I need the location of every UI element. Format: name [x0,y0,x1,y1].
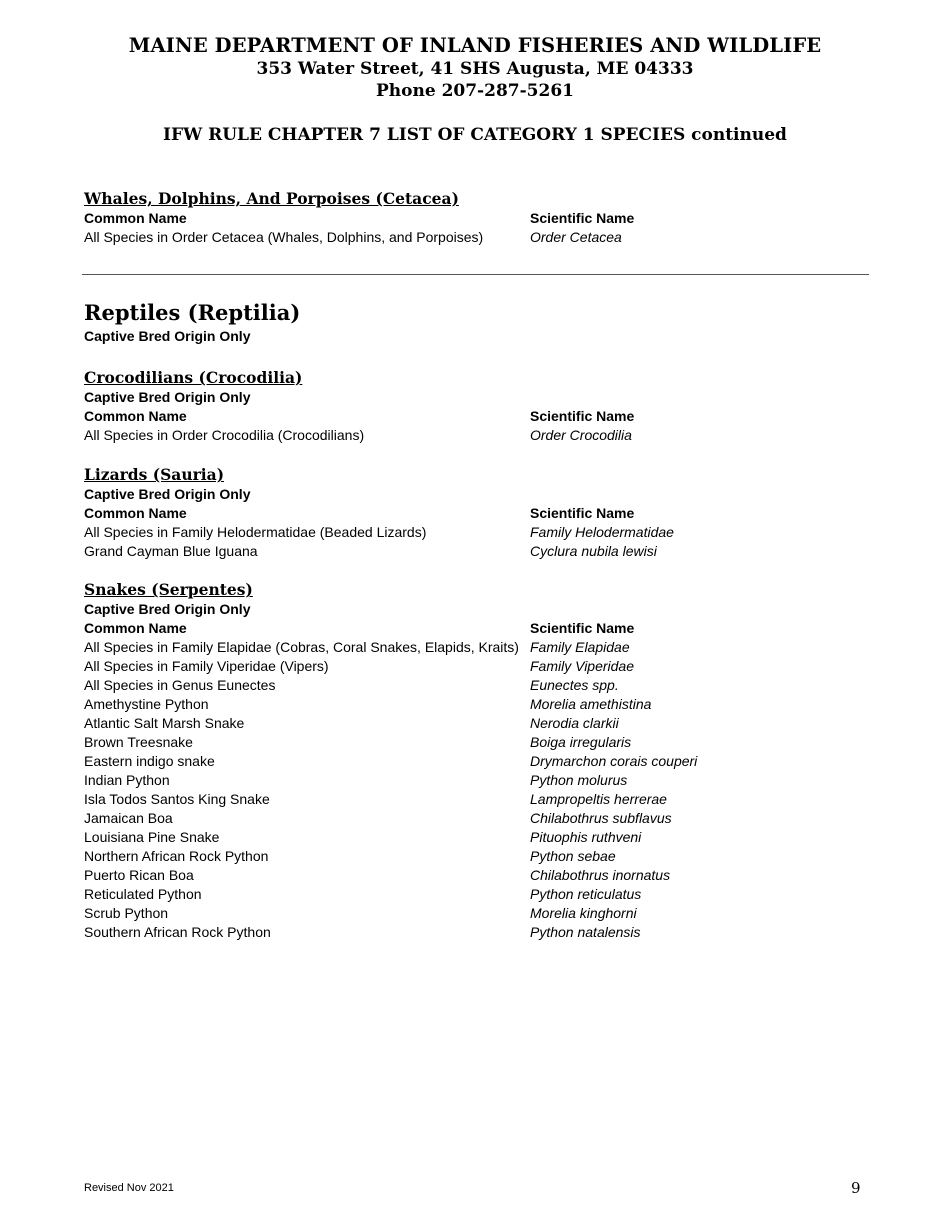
scientific-name: Eunectes spp. [530,677,619,693]
common-name: Eastern indigo snake [84,753,215,769]
scientific-name-header: Scientific Name [530,505,635,521]
crocodilia-note: Captive Bred Origin Only [84,389,251,405]
cetacea-section [84,189,884,247]
scientific-name: Python molurus [530,772,628,788]
section-divider [82,274,869,275]
species-row [84,885,884,904]
scientific-name: Morelia amethistina [530,696,652,712]
scientific-name-header: Scientific Name [530,210,635,226]
org-name: MAINE DEPARTMENT OF INLAND FISHERIES AND WILDLIFE [128,34,822,57]
species-row [84,676,884,695]
crocodilia-section [84,368,884,445]
crocodilia-title: Crocodilians (Crocodilia) [84,368,303,387]
document-subtitle: IFW RULE CHAPTER 7 LIST OF CATEGORY 1 SPECIES continued [163,125,787,145]
species-row [84,904,884,923]
common-name: All Species in Order Cetacea (Whales, Dolphins, and Porpoises) [84,229,484,245]
common-name: Indian Python [84,772,170,788]
common-name: Atlantic Salt Marsh Snake [84,715,245,731]
scientific-name: Family Viperidae [530,658,635,674]
common-name: Southern African Rock Python [84,924,271,940]
species-row [84,228,884,247]
scientific-name: Cyclura nubila lewisi [530,543,657,559]
scientific-name: Lampropeltis herrerae [530,791,667,807]
column-header-row [84,209,884,228]
scientific-name: Drymarchon corais couperi [530,753,698,769]
column-header-row [84,619,884,638]
common-name: Grand Cayman Blue Iguana [84,543,258,559]
common-name: All Species in Family Viperidae (Vipers) [84,658,329,674]
species-row [84,733,884,752]
org-address: 353 Water Street, 41 SHS Augusta, ME 04333 [256,59,694,79]
scientific-name: Order Cetacea [530,229,622,245]
sauria-section [84,465,884,561]
common-name: Northern African Rock Python [84,848,269,864]
org-phone: Phone 207-287-5261 [376,81,574,101]
sauria-note: Captive Bred Origin Only [84,486,251,502]
species-row [84,426,884,445]
common-name: All Species in Family Elapidae (Cobras, Coral Snakes, Elapids, Kraits) [84,639,519,655]
species-row [84,866,884,885]
column-header-row [84,407,884,426]
common-name-header: Common Name [84,620,187,636]
common-name: All Species in Family Helodermatidae (Beaded Lizards) [84,524,427,540]
species-row [84,809,884,828]
page-number: 9 [851,1179,861,1197]
species-row [84,771,884,790]
species-row [84,638,884,657]
reptiles-section [84,299,884,346]
species-row [84,828,884,847]
serpentes-section [84,580,884,942]
document-header [0,34,950,102]
reptiles-note: Captive Bred Origin Only [84,328,251,344]
common-name: Amethystine Python [84,696,209,712]
scientific-name: Morelia kinghorni [530,905,637,921]
common-name: All Species in Genus Eunectes [84,677,276,693]
species-row [84,695,884,714]
revision-date: Revised Nov 2021 [84,1182,174,1194]
sauria-title: Lizards (Sauria) [84,465,225,484]
reptiles-title: Reptiles (Reptilia) [84,300,301,325]
scientific-name: Python sebae [530,848,616,864]
scientific-name: Nerodia clarkii [530,715,619,731]
species-row [84,790,884,809]
scientific-name: Chilabothrus inornatus [530,867,671,883]
common-name-header: Common Name [84,210,187,226]
column-header-row [84,504,884,523]
species-row [84,847,884,866]
species-row [84,923,884,942]
serpentes-title: Snakes (Serpentes) [84,580,253,599]
common-name-header: Common Name [84,408,187,424]
scientific-name: Family Helodermatidae [530,524,674,540]
species-row [84,657,884,676]
scientific-name: Chilabothrus subflavus [530,810,672,826]
species-row [84,714,884,733]
common-name: Louisiana Pine Snake [84,829,220,845]
scientific-name: Order Crocodilia [530,427,632,443]
species-row [84,752,884,771]
common-name: Reticulated Python [84,886,202,902]
common-name: Brown Treesnake [84,734,193,750]
common-name: All Species in Order Crocodilia (Crocodilians) [84,427,365,443]
scientific-name: Pituophis ruthveni [530,829,642,845]
cetacea-title: Whales, Dolphins, And Porpoises (Cetacea) [84,189,459,208]
common-name-header: Common Name [84,505,187,521]
common-name: Jamaican Boa [84,810,173,826]
common-name: Scrub Python [84,905,169,921]
scientific-name-header: Scientific Name [530,408,635,424]
common-name: Puerto Rican Boa [84,867,194,883]
scientific-name: Python natalensis [530,924,641,940]
common-name: Isla Todos Santos King Snake [84,791,270,807]
species-row [84,523,884,542]
serpentes-note: Captive Bred Origin Only [84,601,251,617]
scientific-name-header: Scientific Name [530,620,635,636]
species-row [84,542,884,561]
scientific-name: Boiga irregularis [530,734,632,750]
scientific-name: Python reticulatus [530,886,642,902]
scientific-name: Family Elapidae [530,639,630,655]
